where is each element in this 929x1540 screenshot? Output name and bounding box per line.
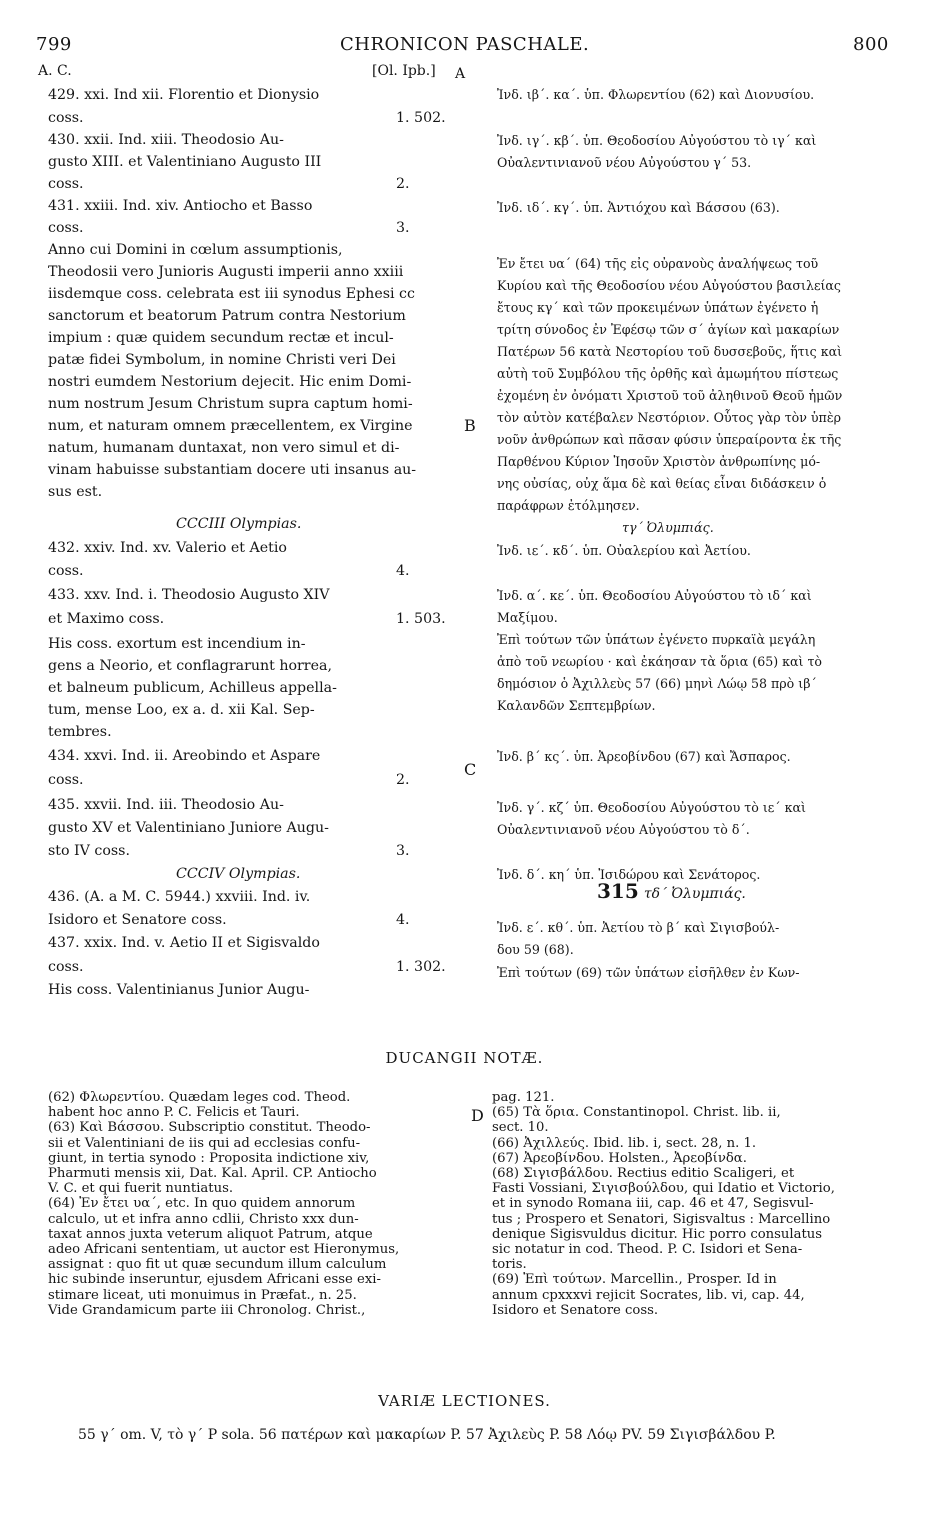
col-label-ac: A. C.: [38, 63, 72, 79]
olympiad-year-number: 2.: [396, 176, 410, 192]
greek-line: Μαξίμου.: [497, 610, 558, 625]
greek-line: Ἰνδ. α΄. κε΄. ὑπ. Θεοδοσίου Αὐγούστου τὸ ιδ΄ καὶ: [497, 588, 812, 603]
greek-line: νης οὐσίας, οὐχ ἅμα δὲ καὶ θείας εἶναι διδάσκειν ὁ: [497, 476, 827, 491]
greek-line: ἐχομένη ἐν ὀνόματι Χριστοῦ τοῦ ἀληθινοῦ Θεοῦ ἡμῶν: [497, 388, 843, 403]
latin-line: CCCIII Olympias.: [176, 516, 302, 532]
latin-line: vinam habuisse substantiam docere uti insanus au-: [48, 462, 417, 478]
latin-line: tembres.: [48, 724, 112, 740]
note-line: stimare liceat, uti monuimus in Præfat., n. 25.: [48, 1287, 357, 1303]
varia-lectiones-text: 55 γ΄ om. V, τὸ γ΄ P sola. 56 πατέρων καὶ μακαρίων P. 57 Ἀχιλεὺς P. 58 Λόῳ PV. 59 Σιγισβάλδου P.: [78, 1427, 776, 1443]
notes-left-column: [48, 1090, 399, 1318]
latin-line: iisdemque coss. celebrata est iii synodus Ephesi cc: [48, 286, 415, 302]
note-line: V. C. et qui fuerit nuntiatus.: [48, 1181, 234, 1197]
greek-line: Ἐπὶ τούτων τῶν ὑπάτων ἐγένετο πυρκαϊὰ μεγάλη: [497, 632, 816, 647]
latin-line: gusto XV et Valentiniano Juniore Augu-: [48, 820, 329, 836]
olympiad-heading: [597, 879, 746, 903]
latin-line: gens a Neorio, et conflagrarunt horrea,: [48, 658, 332, 674]
note-line: toris.: [492, 1257, 527, 1273]
olympiad-year-number: 4.: [396, 912, 410, 928]
margin-letter-a: A: [455, 66, 466, 82]
greek-line: Παρθένου Κύριον Ἰησοῦν Χριστὸν ἀνθρωπίνης μό-: [497, 454, 821, 469]
notes-right-column: [492, 1090, 835, 1318]
greek-line: Ἰνδ. β΄ κς΄. ὑπ. Ἀρεοβίνδου (67) καὶ Ἄσπαρος.: [497, 749, 791, 764]
left-page-number: 799: [36, 34, 72, 55]
latin-line: His coss. exortum est incendium in-: [48, 636, 306, 652]
greek-line: Πατέρων 56 κατὰ Νεστορίου τοῦ δυσσεβοῦς, ἥτις καὶ: [497, 344, 843, 359]
latin-line: CCCIV Olympias.: [176, 866, 301, 882]
right-page-number: 800: [853, 34, 889, 55]
greek-line: τὸν αὐτὸν κατέβαλεν Νεστόριον. Οὗτος γὰρ τὸν ὑπὲρ: [497, 410, 841, 425]
greek-line: τρίτη σύνοδος ἐν Ἐφέσῳ τῶν σ΄ ἁγίων καὶ μακαρίων: [497, 322, 840, 337]
note-line: annum cpxxxvi rejicit Socrates, lib. vi, cap. 44,: [492, 1287, 805, 1303]
greek-line: παράφρων ἐτόλμησεν.: [497, 498, 640, 513]
note-line: (62) Φλωρεντίου. Quædam leges cod. Theod.: [48, 1090, 351, 1105]
latin-line: coss.: [48, 110, 84, 126]
olympiad-year-number: 2.: [396, 772, 410, 788]
greek-line: Οὐαλεντινιανοῦ νέου Αὐγούστου τὸ δ΄.: [497, 822, 750, 837]
latin-line: coss.: [48, 176, 84, 192]
latin-line: 437. xxix. Ind. v. Aetio II et Sigisvaldo: [48, 935, 320, 951]
note-line: et in synodo Romana iii, cap. 46 et 47, Segisvul-: [492, 1196, 814, 1212]
varia-title: VARIÆ LECTIONES.: [378, 1392, 551, 1410]
latin-line: tum, mense Loo, ex a. d. xii Kal. Sep-: [48, 702, 315, 718]
olympiad-label: τδ΄ Ὀλυμπιάς.: [643, 886, 746, 902]
note-line: assignat : quo fit ut quæ secundum illum calculum: [48, 1257, 387, 1273]
note-line: Vide Grandamicum parte iii Chronolog. Christ.,: [48, 1302, 366, 1318]
olympiad-year-number: 1. 502.: [396, 110, 446, 126]
olympiad-year-number: 3.: [396, 220, 410, 236]
note-line: (68) Σιγισβάλδου. Rectius editio Scaligeri, et: [492, 1166, 795, 1182]
latin-line: 429. xxi. Ind xii. Florentio et Dionysio: [48, 87, 320, 103]
greek-line: δημόσιον ὁ Ἀχιλλεὺς 57 (66) μηνὶ Λώῳ 58 πρὸ ιβ΄: [497, 676, 817, 691]
greek-line: Ἰνδ. ιγ΄. κβ΄. ὑπ. Θεοδοσίου Αὐγούστου τὸ ιγ΄ καὶ: [497, 133, 817, 148]
latin-line: coss.: [48, 563, 84, 579]
greek-line: Ἰνδ. δ΄. κη΄ ὑπ. Ἰσιδώρου καὶ Σενάτορος.: [497, 867, 761, 882]
greek-line: Ἰνδ. ιδ΄. κγ΄. ὑπ. Ἀντιόχου καὶ Βάσσου (63).: [497, 200, 780, 215]
greek-line: Ἰνδ. ε΄. κθ΄. ὑπ. Ἀετίου τὸ β΄ καὶ Σιγισβούλ-: [497, 920, 780, 935]
latin-line: natum, humanam duntaxat, non vero simul et di-: [48, 440, 400, 456]
note-line: sii et Valentiniani de iis qui ad ecclesias confu-: [48, 1135, 361, 1151]
note-line: giunt, in tertia synodo : Proposita indictione xiv,: [48, 1150, 370, 1166]
latin-line: et Maximo coss.: [48, 611, 165, 627]
olympiad-year-number: 1. 503.: [396, 611, 446, 627]
latin-line: Isidoro et Senatore coss.: [48, 912, 227, 928]
latin-line: sanctorum et beatorum Patrum contra Nestorium: [48, 308, 406, 324]
page-marker-number: 315: [597, 879, 639, 903]
greek-line: τγ΄ Ὀλυμπιάς.: [622, 520, 714, 535]
latin-line: num, et naturam omnem præcellentem, ex Virgine: [48, 418, 413, 434]
latin-line: coss.: [48, 220, 84, 236]
greek-line: Ἐν ἔτει υα΄ (64) τῆς εἰς οὐρανοὺς ἀναλήψεως τοῦ: [497, 256, 819, 271]
latin-line: Theodosii vero Junioris Augusti imperii anno xxiii: [48, 264, 404, 280]
notes-title: DUCANGII NOTÆ.: [385, 1049, 544, 1067]
running-title: CHRONICON PASCHALE.: [340, 34, 590, 55]
note-line: Pharmuti mensis xii, Dat. Kal. April. CP. Antiocho: [48, 1166, 377, 1182]
olympiad-year-number: 3.: [396, 843, 410, 859]
note-line: taxat annos juxta veterum aliquot Patrum, atque: [48, 1226, 373, 1242]
note-line: Isidoro et Senatore coss.: [492, 1302, 659, 1318]
latin-line: 431. xxiii. Ind. xiv. Antiocho et Basso: [48, 198, 313, 214]
greek-line: Ἐπὶ τούτων (69) τῶν ὑπάτων εἰσῆλθεν ἐν Κων-: [497, 965, 800, 980]
latin-line: sus est.: [48, 484, 103, 500]
latin-line: et balneum publicum, Achilleus appella-: [48, 680, 337, 696]
latin-line: 432. xxiv. Ind. xv. Valerio et Aetio: [48, 540, 287, 556]
greek-line: ἔτους κγ΄ καὶ τῶν προκειμένων ὑπάτων ἐγένετο ἡ: [497, 300, 819, 315]
note-line: Fasti Vossiani, Σιγισβούλδου, qui Idatio et Victorio,: [492, 1181, 835, 1197]
latin-line: 433. xxv. Ind. i. Theodosio Augusto XIV: [48, 587, 330, 603]
note-line: (65) Τὰ ὅρια. Constantinopol. Christ. lib. ii,: [492, 1105, 781, 1121]
greek-line: Ἰνδ. ιβ΄. κα΄. ὑπ. Φλωρεντίου (62) καὶ Διονυσίου.: [497, 87, 815, 102]
latin-line: Anno cui Domini in cœlum assumptionis,: [48, 242, 343, 258]
col-label-olymp: [Ol. Ipb.]: [372, 63, 436, 79]
note-line: tus ; Prospero et Senatori, Sigisvaltus : Marcellino: [492, 1211, 831, 1227]
latin-line: 436. (A. a M. C. 5944.) xxviii. Ind. iv.: [48, 889, 311, 905]
note-line: (66) Ἀχιλλεύς. Ibid. lib. i, sect. 28, n. 1.: [492, 1135, 757, 1151]
latin-line: 434. xxvi. Ind. ii. Areobindo et Aspare: [48, 748, 321, 764]
note-line: adeo Africani sententiam, ut auctor est Hieronymus,: [48, 1242, 400, 1258]
latin-line: impium : quæ quidem secundum rectæ et incul-: [48, 330, 394, 346]
note-line: (64) Ἐν ἔτει υα΄, etc. In quo quidem annorum: [48, 1196, 356, 1212]
latin-line: 435. xxvii. Ind. iii. Theodosio Au-: [48, 797, 284, 813]
greek-line: Κυρίου καὶ τῆς Θεοδοσίου νέου Αὐγούστου βασιλείας: [497, 278, 841, 293]
latin-line: 430. xxii. Ind. xiii. Theodosio Au-: [48, 132, 284, 148]
latin-line: coss.: [48, 959, 84, 975]
note-line: sect. 10.: [492, 1120, 549, 1136]
latin-line: coss.: [48, 772, 84, 788]
greek-line: δου 59 (68).: [497, 942, 574, 957]
greek-line: Ἰνδ. γ΄. κζ΄ ὑπ. Θεοδοσίου Αὐγούστου τὸ ιε΄ καὶ: [497, 800, 806, 815]
greek-line: Καλανδῶν Σεπτεμβρίων.: [497, 698, 656, 713]
note-line: (67) Ἀρεοβίνδου. Holsten., Ἀρεοβίνδα.: [492, 1150, 747, 1166]
greek-line: Ἰνδ. ιε΄. κδ΄. ὑπ. Οὐαλερίου καὶ Ἀετίου.: [497, 543, 751, 558]
greek-line: ἀπὸ τοῦ νεωρίου · καὶ ἐκάησαν τὰ ὅρια (65) καὶ τὸ: [497, 654, 822, 669]
note-line: (63) Καὶ Βάσσου. Subscriptio constitut. Theodo-: [48, 1120, 371, 1136]
margin-letter-b: B: [464, 416, 476, 435]
note-line: habent hoc anno P. C. Felicis et Tauri.: [48, 1105, 300, 1121]
margin-letter-d: D: [471, 1106, 484, 1125]
greek-line: αὐτὴ τοῦ Συμβόλου τῆς ὀρθῆς καὶ ἀμωμήτου πίστεως: [497, 366, 839, 381]
note-line: calculo, ut et infra anno cdlii, Christo xxx dun-: [48, 1211, 359, 1227]
latin-line: sto IV coss.: [48, 843, 130, 859]
olympiad-year-number: 4.: [396, 563, 410, 579]
latin-line: num nostrum Jesum Christum supra captum homi-: [48, 396, 413, 412]
greek-line: Οὐαλεντινιανοῦ νέου Αὐγούστου γ΄ 53.: [497, 155, 752, 170]
latin-line: nostri eumdem Nestorium dejecit. Hic enim Domi-: [48, 374, 412, 390]
latin-line: gusto XIII. et Valentiniano Augusto III: [48, 154, 322, 170]
note-line: hic subinde inseruntur, ejusdem Africani esse exi-: [48, 1272, 381, 1288]
note-line: (69) Ἐπὶ τούτων. Marcellin., Prosper. Id in: [492, 1272, 777, 1288]
latin-line: patæ fidei Symbolum, in nomine Christi veri Dei: [48, 352, 396, 368]
margin-letter-c: C: [464, 760, 477, 779]
latin-line: His coss. Valentinianus Junior Augu-: [48, 982, 310, 998]
greek-line: νοῦν ἀνθρώπων καὶ πᾶσαν φύσιν ὑπεραίροντα ἐκ τῆς: [497, 432, 842, 447]
note-line: denique Sigisvuldus dicitur. Hic porro consulatus: [492, 1226, 823, 1242]
note-line: pag. 121.: [492, 1090, 555, 1105]
olympiad-year-number: 1. 302.: [396, 959, 446, 975]
note-line: sic notatur in cod. Theod. P. C. Isidori et Sena-: [492, 1242, 803, 1258]
